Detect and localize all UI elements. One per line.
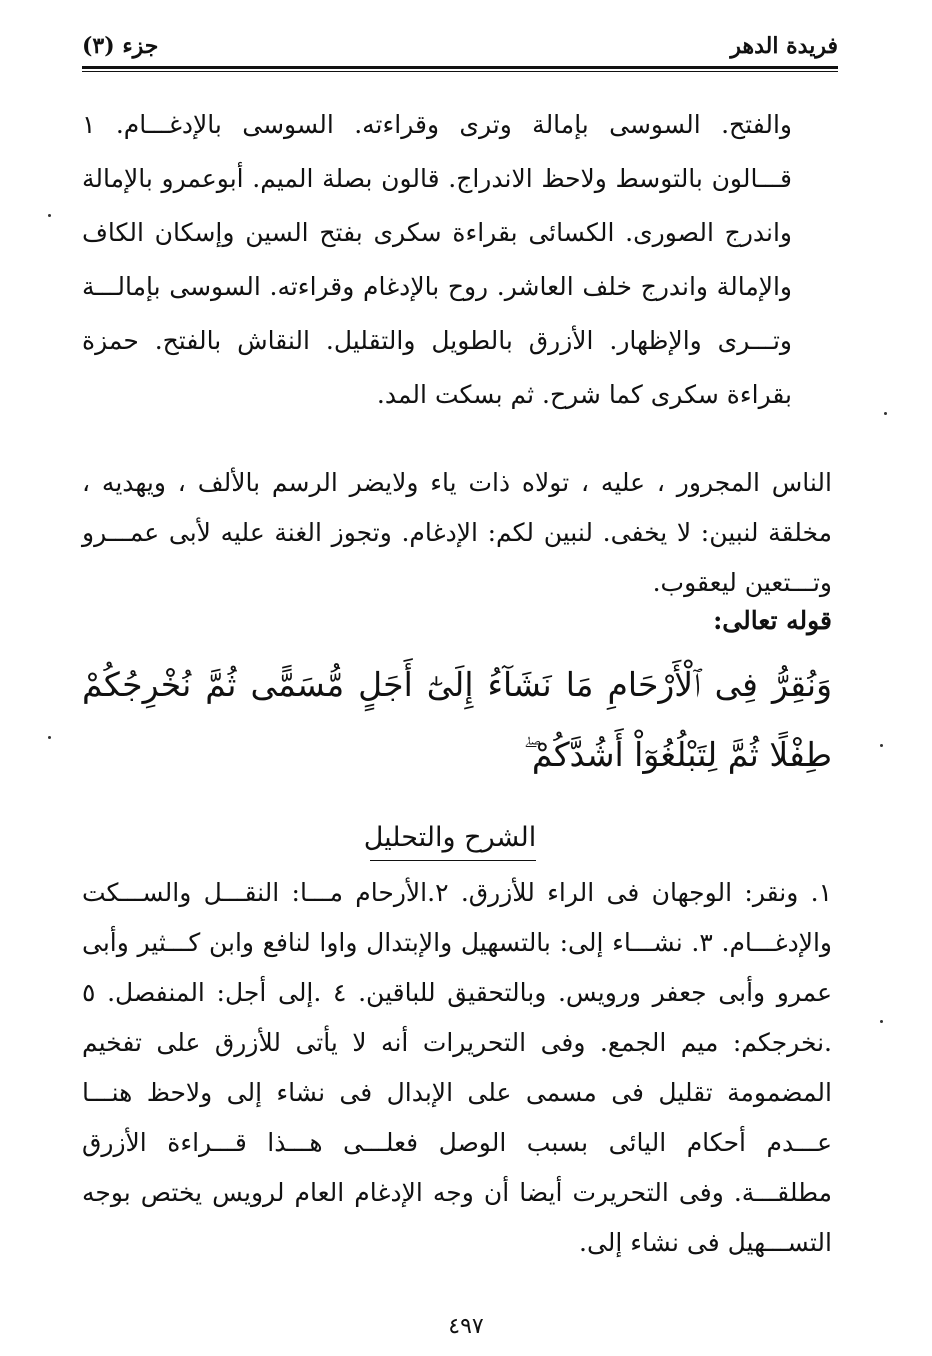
- header-rule: [82, 66, 838, 69]
- scan-speck: [48, 736, 51, 739]
- quran-verse: وَنُقِرُّ فِى ٱلْأَرْحَامِ مَا نَشَآءُ إِلَىٰٓ أَجَلٍ مُّسَمًّى ثُمَّ نُخْرِجُكُمْ طِفْلًا ثُمَّ لِتَبْلُغُوٓاْ أَشُدَّكُمْ ۖ: [82, 665, 832, 774]
- part-number: جزء (٣): [82, 33, 159, 59]
- quote-label: قوله تعالى:: [713, 606, 832, 635]
- scan-speck: [880, 744, 883, 747]
- paragraph-commentary: ١. ونقر: الوجهان فى الراء للأزرق. ٢.الأرحام مـــا: النقـــل والســـكت والإدغـــام. ٣. نشـــاء إلى: بالتسهيل والإبتدال واوا لنافع وابن كـــثير وأبى عمرو وأبى جعفر ورويس. وبالتحقيق للباقين. ٤ .إلى أجل: المنفصل. ٥ .نخرجكم: ميم الجمع. وفى التحريرات أنه لا يأتى للأزرق على تفخيم المضمومة تقليل فى مسمى على الإبدال فى نشاء إلى ولاحظ هنـــا عـــدم أحكام اليائى بسبب الوصل فعلـــى هـــذا قـــراءة الأزرق مطلقـــة. وفى التحريرت أيضا أن وجه الإدغام العام لرويس يختص بوجه التســـهيل فى نشاء إلى.: [82, 878, 832, 1257]
- section-title: الشرح والتحليل: [363, 822, 537, 853]
- book-title: فريدة الدهر: [730, 33, 838, 59]
- page-number: ٤٩٧: [448, 1314, 484, 1339]
- paragraph-notes: الناس المجرور ، عليه ، تولاه ذات ياء ولايضر الرسم بالألف ، ويهديه ، مخلقة لنبين: لا يخفى. لنبين لكم: الإدغام. وتجوز الغنة عليه لأبى عمـــرو وتـــتعين ليعقوب.: [82, 468, 832, 597]
- scan-speck: [880, 1020, 883, 1023]
- scan-speck: [884, 412, 887, 415]
- header-rule-thin: [82, 71, 838, 72]
- paragraph-readings: والفتح. السوسى بإمالة وترى وقراءته. السوسى بالإدغـــام. ١ قـــالون بالتوسط ولاحظ الاندراج. قالون بصلة الميم. أبوعمرو بالإمالة واندرج الصورى. الكسائى بقراءة سكرى بفتح السين وإسكان الكاف والإمالة واندرج خلف العاشر. روح بالإدغام وقراءته. السوسى بإمالـــة وتـــرى والإظهار. الأزرق بالطويل والتقليل. النقاش بالفتح. حمزة بقراءة سكرى كما شرح. ثم بسكت المد.: [82, 110, 792, 409]
- running-header: [82, 28, 838, 64]
- section-title-underline: [370, 860, 536, 861]
- scan-speck: [48, 214, 51, 217]
